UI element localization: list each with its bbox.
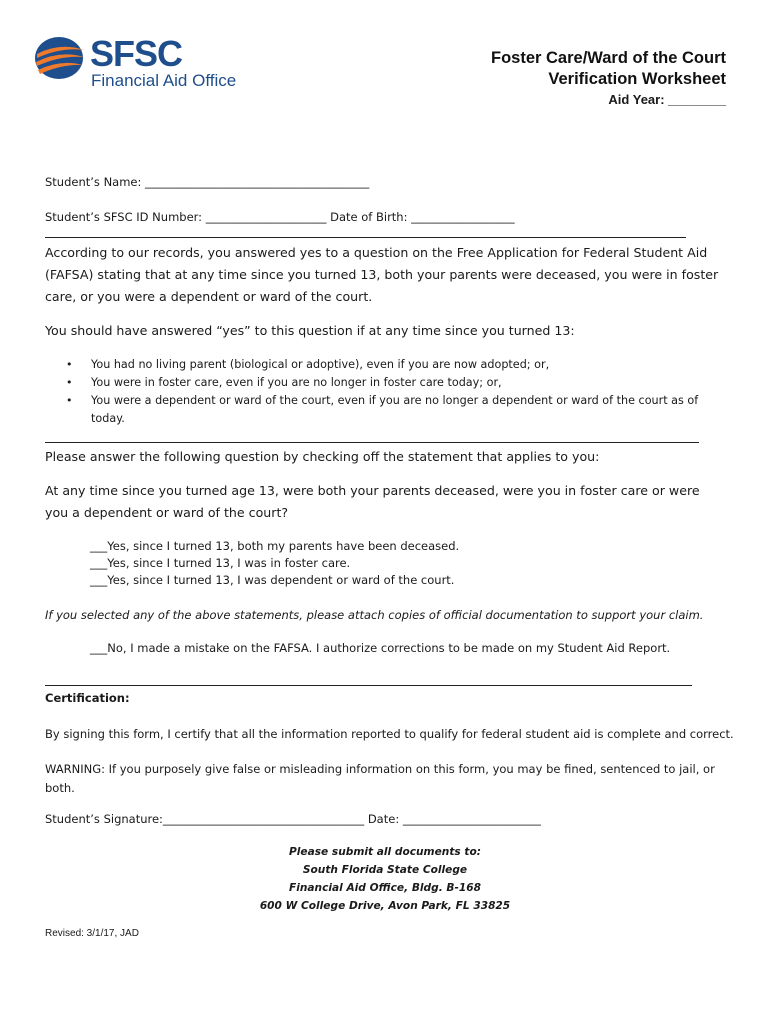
certification-heading: Certification: [45, 691, 130, 705]
intro-paragraph: According to our records, you answered yes to a question on the Free Application for Federal Student Aid (FAFSA) stating that at any time since you turned 13, both your parents were deceased, you were in foster care, or you were a dependent or ward of the court. [45, 245, 719, 304]
office-location: Financial Aid Office, Bldg. B-168 [289, 882, 481, 894]
divider [45, 237, 686, 238]
logo-wordmark: SFSC [90, 33, 183, 74]
list-item: • You were a dependent or ward of the court, even if you are no longer a dependent or ward of the court as of today. [66, 394, 699, 425]
divider [45, 685, 692, 686]
option-parents-deceased[interactable]: ___Yes, since I turned 13, both my parents have been deceased. [90, 539, 460, 553]
submit-heading: Please submit all documents to: [289, 846, 481, 858]
college-name: South Florida State College [302, 864, 468, 876]
attach-documentation-note: If you selected any of the above statements, please attach copies of official documentation to support your claim. [45, 608, 704, 622]
option-no-mistake[interactable]: ___No, I made a mistake on the FAFSA. I authorize corrections to be made on my Student Aid Report. [90, 641, 671, 655]
list-item: • You were in foster care, even if you are no longer in foster care today; or, [66, 376, 502, 389]
street-address: 600 W College Drive, Avon Park, FL 33825 [259, 900, 511, 912]
list-item: • You had no living parent (biological or adoptive), even if you are now adopted; or, [66, 358, 550, 371]
should-answer-text: You should have answered “yes” to this question if at any time since you turned 13: [45, 323, 575, 338]
question-text: At any time since you turned age 13, were both your parents deceased, were you in foster care or were you a dependent or ward of the court? [45, 483, 700, 520]
question-instruction: Please answer the following question by checking off the statement that applies to you: [45, 449, 600, 464]
sfsc-swoosh-icon [34, 34, 88, 82]
form-title-line-2: Verification Worksheet [548, 70, 726, 88]
option-ward-of-court[interactable]: ___Yes, since I turned 13, I was dependent or ward of the court. [90, 573, 455, 587]
warning-text: WARNING: If you purposely give false or misleading information on this form, you may be fined, sentenced to jail, or both. [45, 762, 715, 795]
student-id-dob-field[interactable]: Student’s SFSC ID Number: _____________________ Date of Birth: __________________ [45, 210, 515, 224]
form-title-line-1: Foster Care/Ward of the Court [491, 49, 726, 67]
form-title-block [491, 48, 726, 108]
signature-date-field[interactable]: Student’s Signature:___________________________________ Date: ________________________ [45, 812, 541, 826]
option-foster-care[interactable]: ___Yes, since I turned 13, I was in foster care. [90, 556, 351, 570]
sfsc-logo [34, 34, 244, 94]
criteria-list [64, 356, 714, 428]
certification-statement: By signing this form, I certify that all the information reported to qualify for federal student aid is complete and correct. [45, 727, 734, 741]
logo-subtitle: Financial Aid Office [91, 71, 237, 90]
student-name-field[interactable]: Student’s Name: _______________________________________ [45, 175, 370, 189]
submit-address-block [0, 843, 770, 915]
aid-year-field[interactable]: Aid Year: ________ [608, 92, 726, 107]
divider [45, 442, 699, 443]
revision-note: Revised: 3/1/17, JAD [45, 928, 139, 939]
